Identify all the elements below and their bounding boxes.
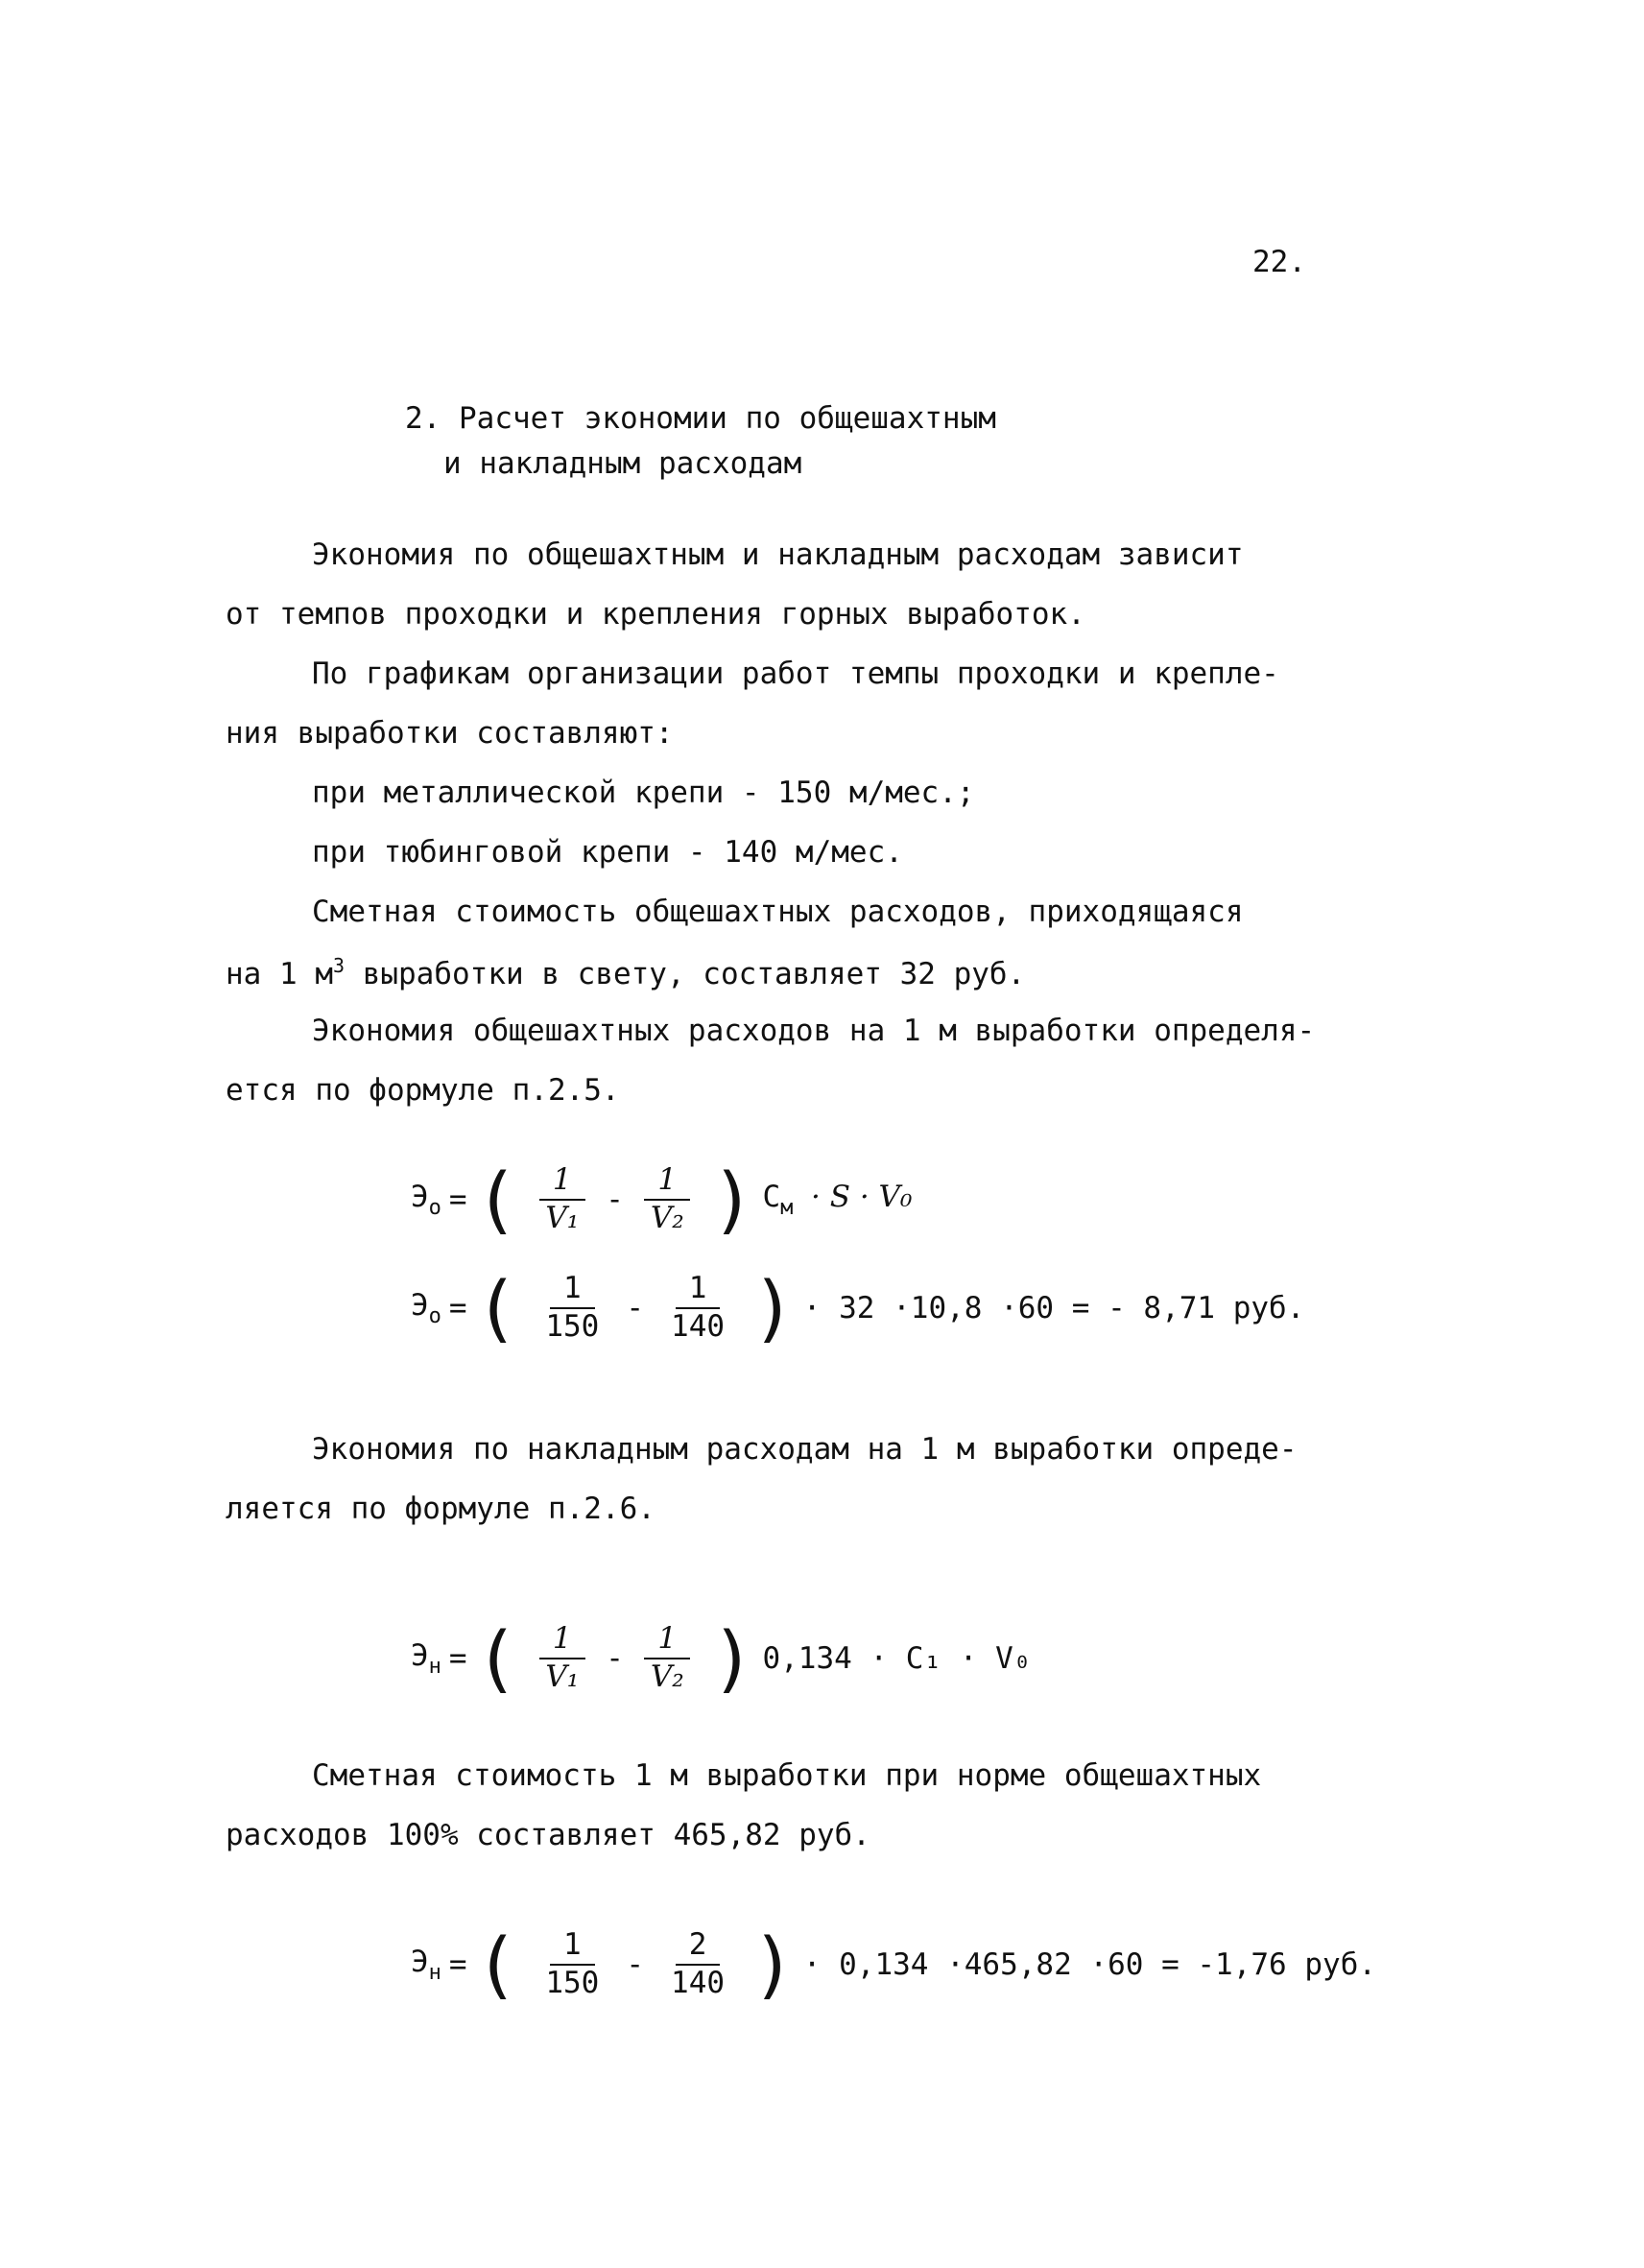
section-title-line1: 2. Расчет экономии по общешахтным [405, 401, 996, 436]
page-number: 22. [1252, 245, 1306, 279]
paragraph-line: при тюбинговой крепи - 140 м/мес. [312, 835, 903, 870]
formula-tail: 0,134 · C₁ · V₀ [762, 1640, 1032, 1676]
fraction: $\frac{1}{\text{V₁}}$ [532, 1162, 592, 1235]
superscript: 3 [332, 954, 345, 977]
minus-sign: - [606, 1640, 624, 1676]
formula-lhs: $Э_н$ [411, 1944, 441, 1985]
text-run: на 1 м [226, 957, 333, 991]
minus-sign: - [626, 1946, 645, 1982]
formula-1 [411, 1157, 912, 1242]
fraction: $\frac{2}{140}$ [671, 1927, 726, 2000]
fraction: $\frac{1}{\text{V₂}}$ [637, 1621, 698, 1694]
open-paren: ( [474, 1157, 519, 1242]
paragraph-line: Сметная стоимость общешахтных расходов, приходящаяся [312, 895, 1244, 929]
fraction: $\frac{1}{\text{V₁}}$ [532, 1621, 592, 1694]
formula-3 [411, 1615, 1031, 1701]
open-paren: ( [474, 1265, 519, 1350]
paragraph-line: Экономия по общешахтным и накладным расходам зависит [312, 537, 1244, 572]
paragraph-line: Сметная стоимость 1 м выработки при норме общешахтных [312, 1758, 1262, 1793]
fraction: $\frac{1}{140}$ [671, 1271, 726, 1344]
equals-sign: = [448, 1182, 467, 1217]
close-paren: ) [710, 1157, 755, 1242]
paragraph-line [226, 954, 1025, 991]
formula-lhs: $Э_н$ [411, 1637, 441, 1679]
paragraph-line: ляется по формуле п.2.6. [226, 1492, 655, 1526]
close-paren: ) [710, 1615, 755, 1701]
paragraph-line: от темпов проходки и крепления горных выработок. [226, 597, 1085, 632]
paragraph-line: ется по формуле п.2.5. [226, 1073, 620, 1108]
paragraph-line: По графикам организации работ темпы проходки и крепле- [312, 657, 1279, 691]
open-paren: ( [474, 1615, 519, 1701]
paragraph-line: при металлической крепи - 150 м/мес.; [312, 776, 975, 810]
close-paren: ) [751, 1265, 796, 1350]
minus-sign: - [606, 1182, 624, 1217]
formula-lhs: $Э_о$ [411, 1287, 441, 1328]
fraction: $\frac{1}{\text{V₂}}$ [637, 1162, 698, 1235]
paragraph-line: Экономия по накладным расходам на 1 м выработки опреде- [312, 1432, 1298, 1467]
formula-tail: $С_м \cdot S \cdot V_0$ [762, 1179, 913, 1220]
section-title-line2: и накладным расходам [443, 446, 802, 481]
formula-tail: · 0,134 ·465,82 ·60 = -1,76 руб. [802, 1946, 1377, 1982]
formula-tail: · 32 ·10,8 ·60 = - 8,71 руб. [802, 1290, 1305, 1325]
fraction: $\frac{1}{150}$ [545, 1927, 600, 2000]
minus-sign: - [626, 1290, 645, 1325]
close-paren: ) [751, 1922, 796, 2007]
equals-sign: = [448, 1946, 467, 1982]
open-paren: ( [474, 1922, 519, 2007]
text-run: выработки в свету, составляет 32 руб. [345, 957, 1026, 991]
equals-sign: = [448, 1290, 467, 1325]
formula-4 [411, 1922, 1376, 2007]
formula-lhs: $Э_о$ [411, 1179, 441, 1220]
equals-sign: = [448, 1640, 467, 1676]
paragraph-line: расходов 100% составляет 465,82 руб. [226, 1818, 870, 1852]
formula-2 [411, 1265, 1304, 1350]
paragraph-line: ния выработки составляют: [226, 716, 674, 751]
paragraph-line: Экономия общешахтных расходов на 1 м выработки определя- [312, 1014, 1316, 1048]
fraction: $\frac{1}{150}$ [545, 1271, 600, 1344]
